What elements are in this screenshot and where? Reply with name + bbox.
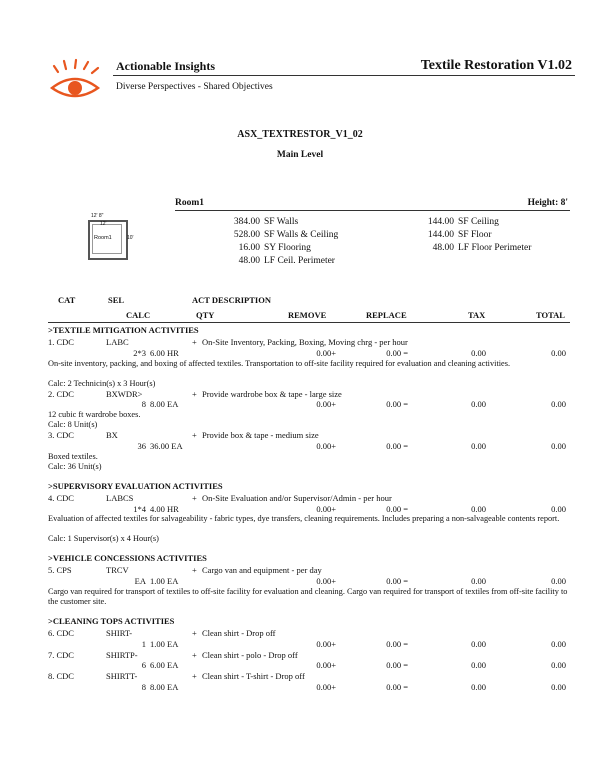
item-note: On-site inventory, packing, and boxing of affected textiles. Transportation to off-site facility required for evaluation and cleaning activities. <box>48 358 511 368</box>
item-note: 12 cubic ft wardrobe boxes. <box>48 410 141 420</box>
col-calc: CALC <box>126 310 151 320</box>
section-title: >SUPERVISORY EVALUATION ACTIVITIES <box>48 480 223 491</box>
item-selector: SHIRT- <box>106 628 133 638</box>
item-tax: 0.00 <box>471 660 486 671</box>
item-total: 0.00 <box>551 441 566 451</box>
measurement-row: 528.00 SF Walls & Ceiling <box>233 230 339 240</box>
room-name: Room1 <box>175 198 205 208</box>
section-title: >TEXTILE MITIGATION ACTIVITIES <box>48 325 199 335</box>
item-quantity: 1.00 EA <box>150 576 179 587</box>
item-calc: 1*4 <box>133 503 146 514</box>
item-quantity: 36.00 EA <box>150 441 183 451</box>
item-remove: 0.00+ <box>316 638 336 649</box>
item-note: Cargo van required for transport of textiles to off-site facility for evaluation and cleaning. Cargo van required for transport of textiles from off-site facility to the customer site. <box>48 587 568 606</box>
measurement-row: 144.00 SF Ceiling <box>427 217 499 227</box>
item-remove: 0.00+ <box>316 660 336 671</box>
measurement-row: 384.00 SF Walls <box>233 217 299 227</box>
room-sketch <box>88 214 136 260</box>
item-description: Provide box & tape - medium size <box>202 430 319 441</box>
item-note: Evaluation of affected textiles for salvageability - fabric types, dye transfers, cleaning requirements. Includes preparing a non-salvageable contents report. <box>48 514 560 524</box>
item-replace: 0.00 = <box>386 503 408 514</box>
item-note: Calc: 36 Unit(s) <box>48 461 102 471</box>
room-height: Height: 8' <box>527 198 568 208</box>
section-title: >CLEANING TOPS ACTIVITIES <box>48 616 175 626</box>
item-tax: 0.00 <box>471 399 486 410</box>
item-total: 0.00 <box>551 347 566 358</box>
item-replace: 0.00 = <box>386 441 408 451</box>
measurement-row: 48.00 LF Ceil. Perimeter <box>238 256 335 266</box>
item-activity: + <box>192 430 197 441</box>
item-remove: 0.00+ <box>316 503 336 514</box>
item-quantity: 4.00 HR <box>150 503 179 514</box>
item-total: 0.00 <box>551 399 566 410</box>
item-selector: BX <box>106 430 118 441</box>
header-divider <box>113 75 575 76</box>
company-tagline: Diverse Perspectives - Shared Objectives <box>116 82 273 92</box>
item-calc: EA <box>134 576 146 587</box>
item-number-category: 3. CDC <box>48 430 74 441</box>
item-quantity: 8.00 EA <box>150 399 179 410</box>
item-tax: 0.00 <box>471 638 486 649</box>
company-name: Actionable Insights <box>116 59 216 73</box>
section-title: >VEHICLE CONCESSIONS ACTIVITIES <box>48 553 207 564</box>
item-replace: 0.00 = <box>386 347 408 358</box>
col-tax: TAX <box>468 310 486 320</box>
item-remove: 0.00+ <box>316 576 336 587</box>
col-total: TOTAL <box>536 310 565 320</box>
item-remove: 0.00+ <box>316 682 336 692</box>
item-activity: + <box>192 565 197 576</box>
item-tax: 0.00 <box>471 347 486 358</box>
item-calc: 8 <box>141 682 146 692</box>
measurement-row: 16.00 SY Flooring <box>238 243 311 253</box>
item-quantity: 6.00 EA <box>150 660 179 671</box>
item-description: Provide wardrobe box & tape - large size <box>202 388 342 399</box>
item-quantity: 6.00 HR <box>150 347 179 358</box>
col-sel: SEL <box>108 295 125 305</box>
item-quantity: 1.00 EA <box>150 638 179 649</box>
item-replace: 0.00 = <box>386 638 408 649</box>
item-replace: 0.00 = <box>386 576 408 587</box>
room-sketch-dim-side: 10' <box>127 235 134 241</box>
col-qty: QTY <box>196 310 215 320</box>
item-description: Cargo van and equipment - per day <box>202 565 322 576</box>
col-replace: REPLACE <box>366 310 407 320</box>
item-tax: 0.00 <box>471 576 486 587</box>
item-tax: 0.00 <box>471 441 486 451</box>
item-number-category: 2. CDC <box>48 388 74 399</box>
col-remove: REMOVE <box>288 310 327 320</box>
item-number-category: 5. CPS <box>48 565 72 576</box>
item-selector: SHIRTT- <box>106 671 138 682</box>
item-selector: SHIRTP- <box>106 649 138 660</box>
item-description: Clean shirt - polo - Drop off <box>202 649 298 660</box>
item-remove: 0.00+ <box>316 399 336 410</box>
item-calc: 8 <box>141 399 146 410</box>
item-number-category: 1. CDC <box>48 337 74 347</box>
item-replace: 0.00 = <box>386 399 408 410</box>
eye-logo-icon <box>46 58 104 108</box>
item-calc: 36 <box>137 441 146 451</box>
item-selector: LABCS <box>106 492 134 503</box>
item-description: On-Site Evaluation and/or Supervisor/Admin - per hour <box>202 492 392 503</box>
item-calc: 6 <box>141 660 146 671</box>
document-title: Textile Restoration V1.02 <box>420 58 572 73</box>
item-activity: + <box>192 388 197 399</box>
item-remove: 0.00+ <box>316 441 336 451</box>
item-description: On-Site Inventory, Packing, Boxing, Moving chrg - per hour <box>202 337 408 347</box>
item-note: Calc: 8 Unit(s) <box>48 420 98 430</box>
item-number-category: 8. CDC <box>48 671 74 682</box>
company-logo <box>46 58 104 108</box>
item-replace: 0.00 = <box>386 660 408 671</box>
room-divider <box>175 210 570 211</box>
room-sketch-dim-inner: 12' <box>100 221 107 227</box>
item-activity: + <box>192 492 197 503</box>
col-act-desc: ACT DESCRIPTION <box>192 295 271 305</box>
item-quantity: 8.00 EA <box>150 682 179 692</box>
item-calc: 1 <box>141 638 146 649</box>
item-number-category: 7. CDC <box>48 649 74 660</box>
item-number-category: 4. CDC <box>48 492 74 503</box>
item-activity: + <box>192 649 197 660</box>
item-selector: LABC <box>106 337 129 347</box>
item-total: 0.00 <box>551 576 566 587</box>
item-tax: 0.00 <box>471 682 486 692</box>
item-activity: + <box>192 671 197 682</box>
item-calc: 2*3 <box>133 347 146 358</box>
item-total: 0.00 <box>551 682 566 692</box>
item-note: Calc: 2 Technicin(s) x 3 Hour(s) <box>48 378 156 388</box>
item-number-category: 6. CDC <box>48 628 74 638</box>
level-name: Main Level <box>276 150 324 160</box>
col-cat: CAT <box>58 295 76 305</box>
item-activity: + <box>192 628 197 638</box>
room-sketch-dim-top: 12' 8" <box>91 213 104 219</box>
item-replace: 0.00 = <box>386 682 408 692</box>
room-sketch-label: Room1 <box>94 235 112 241</box>
item-total: 0.00 <box>551 660 566 671</box>
measurements-left <box>218 216 338 268</box>
item-activity: + <box>192 337 197 347</box>
item-tax: 0.00 <box>471 503 486 514</box>
item-total: 0.00 <box>551 503 566 514</box>
item-description: Clean shirt - T-shirt - Drop off <box>202 671 305 682</box>
measurement-row: 144.00 SF Floor <box>427 230 492 240</box>
measurements-right <box>412 216 531 255</box>
estimate-id: ASX_TEXTRESTOR_V1_02 <box>237 129 363 140</box>
item-selector: TRCV <box>106 565 129 576</box>
item-remove: 0.00+ <box>316 347 336 358</box>
column-header-divider <box>48 322 570 323</box>
item-note: Boxed textiles. <box>48 451 98 461</box>
item-description: Clean shirt - Drop off <box>202 628 276 638</box>
measurement-row: 48.00 LF Floor Perimeter <box>432 243 532 253</box>
item-note: Calc: 1 Supervisor(s) x 4 Hour(s) <box>48 534 159 544</box>
item-selector: BXWDR> <box>106 388 143 399</box>
item-total: 0.00 <box>551 638 566 649</box>
